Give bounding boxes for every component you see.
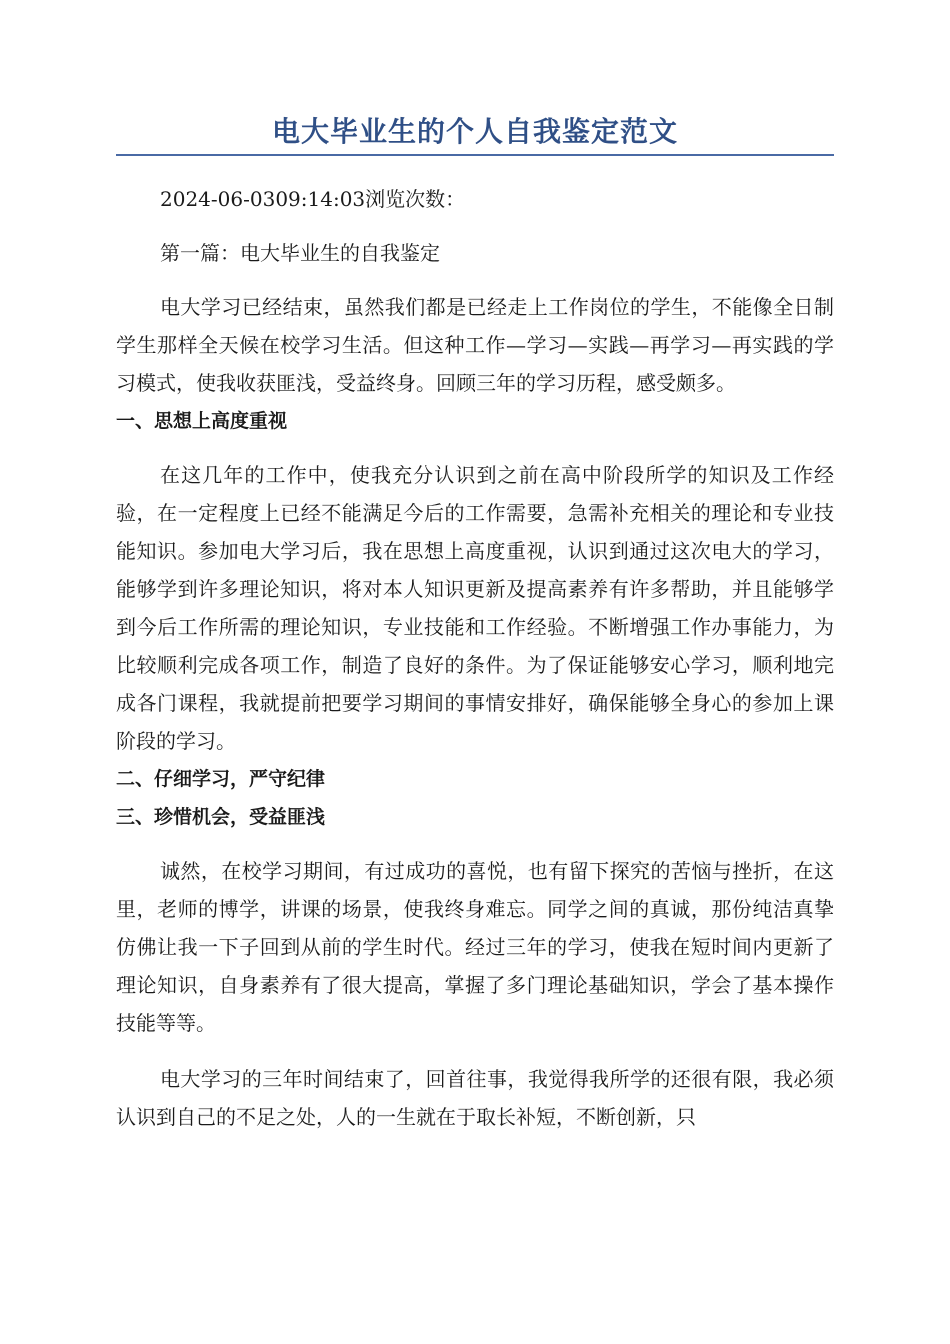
paragraph-intro: 电大学习已经结束，虽然我们都是已经走上工作岗位的学生，不能像全日制学生那样全天候在校学习生活。但这种工作—学习—实践—再学习—再实践的学习模式，使我收获匪浅，受益终身。回顾三年的学习历程，感受颇多。 [116,295,834,395]
paragraph-3: 电大学习的三年时间结束了，回首往事，我觉得我所学的还很有限，我必须认识到自己的不足之处，人的一生就在于取长补短，不断创新，只 [116,1067,834,1129]
document-title: 电大毕业生的个人自我鉴定范文 [116,112,834,156]
paragraph-2: 诚然，在校学习期间，有过成功的喜悦，也有留下探究的苦恼与挫折，在这里，老师的博学，讲课的场景，使我终身难忘。同学之间的真诚，那份纯洁真挚仿佛让我一下子回到从前的学生时代。经过三年的学习，使我在短时间内更新了理论知识，自身素养有了很大提高，掌握了多门理论基础知识，学会了基本操作技能等等。 [116,859,834,1035]
heading-2: 二、仔细学习，严守纪律 [116,768,326,790]
document-page [116,112,834,1136]
heading-1: 一、思想上高度重视 [116,410,288,432]
paragraph-1: 在这几年的工作中，使我充分认识到之前在高中阶段所学的知识及工作经验，在一定程度上已经不能满足今后的工作需要，急需补充相关的理论和专业技能知识。参加电大学习后，我在思想上高度重视，认识到通过这次电大的学习，能够学到许多理论知识，将对本人知识更新及提高素养有许多帮助，并且能够学到今后工作所需的理论知识，专业技能和工作经验。不断增强工作办事能力，为比较顺利完成各项工作，制造了良好的条件。为了保证能够安心学习，顺利地完成各门课程，我就提前把要学习期间的事情安排好，确保能够全身心的参加上课阶段的学习。 [116,463,834,753]
publish-meta: 2024-06-0309:14:03浏览次数： [160,187,466,211]
section-subtitle: 第一篇：电大毕业生的自我鉴定 [160,241,440,265]
heading-3: 三、珍惜机会，受益匪浅 [116,806,326,828]
